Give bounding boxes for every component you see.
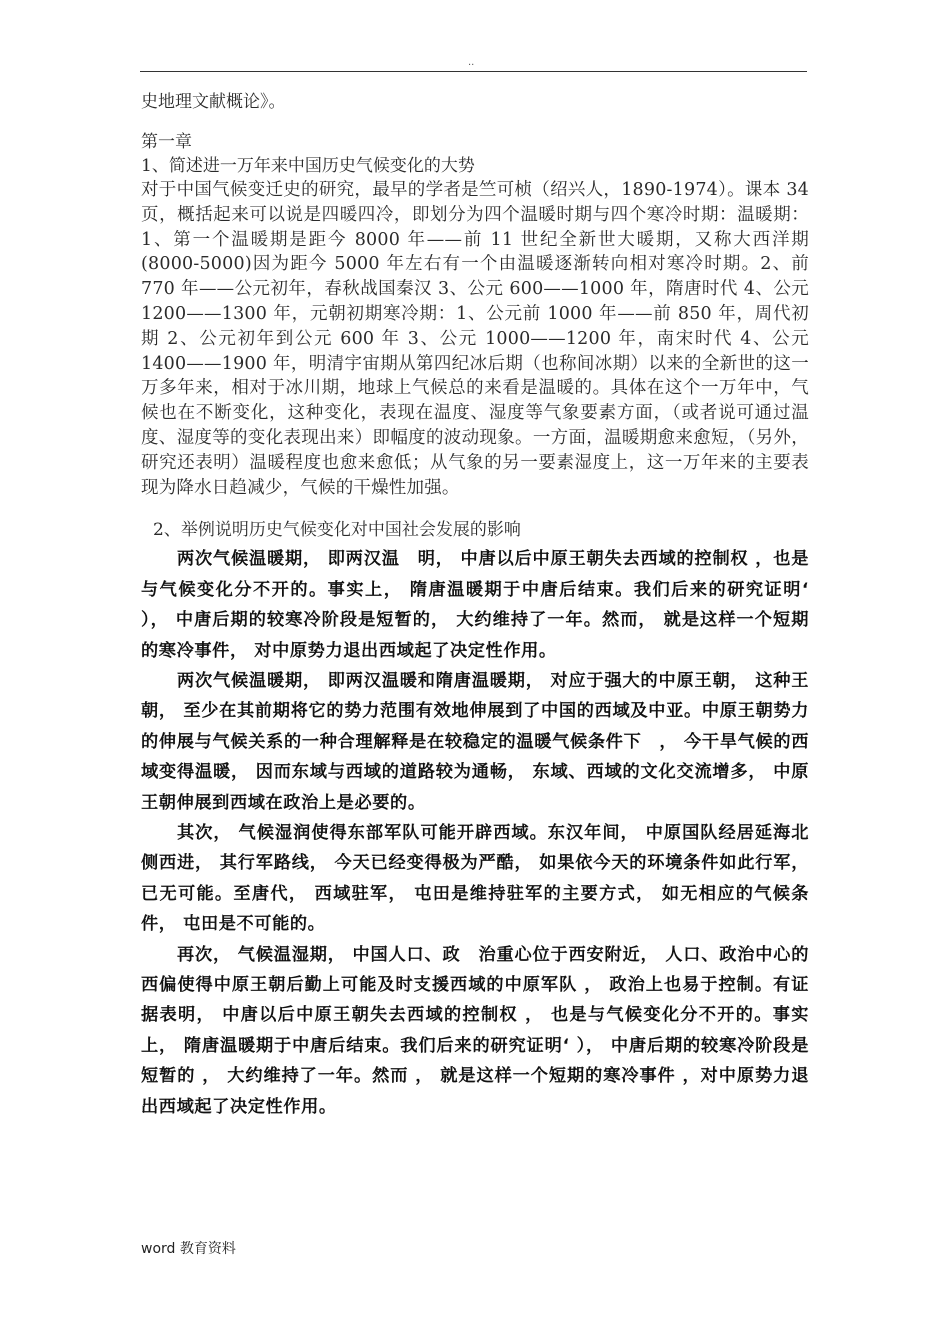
document-body [141, 92, 809, 1122]
opening-line: 史地理文献概论》。 [141, 92, 286, 112]
question-2-paragraph: 再次， 气候温湿期， 中国人口、政 治重心位于西安附近， 人口、政治中心的西偏使得中原王朝后勤上可能及时支援西域的中原军队 ， 政治上也易于控制。有证据表明， 中唐以后中原王朝失去西域的控制权 ， 也是与气候变化分不开的。事实上， 隋唐温暖期于中唐后结束。我们后来的研究证明‘ ）， 中唐后期的较寒冷阶段是短暂的 ， 大约维持了一年。然而 ， 就是这样一个短期的寒冷事件 ，对中原势力退出西域起了决定性作用。 [141, 944, 809, 1117]
header-rule [140, 71, 807, 72]
question-2-title: 2、举例说明历史气候变化对中国社会发展的影响 [153, 520, 521, 541]
question-1-paragraph: 对于中国气候变迁史的研究，最早的学者是竺可桢（绍兴人，1890-1974）。课本 34 页，概括起来可以说是四暖四冷，即划分为四个温暖时期与四个寒冷时期：温暖期：1、第一个温暖期是距今 8000 年——前 11 世纪全新世大暖期，又称大西洋期(8000-5000)因为距今 5000 年左右有一个由温暖逐渐转向相对寒冷时期。2、前 770 年——公元初年，春秋战国秦汉 3、公元 600——1000 年，隋唐时代 4、公元 1200——1300 年，元朝初期寒冷期：1、公元前 1000 年——前 850 年，周代初期 2、公元初年到公元 600 年 3、公元 1000——1200 年，南宋时代 4、公元 1400——1900 年，明清宇宙期从第四纪冰后期（也称间冰期）以来的全新世的这一万多年来，相对于冰川期，地球上气候总的来看是温暖的。具体在这个一万年中，气候也在不断变化，这种变化，表现在温度、湿度等气象要素方面，（或者说可通过温度、湿度等的变化表现出来）即幅度的波动现象。一方面，温暖期愈来愈短，（另外，研究还表明）温暖程度也愈来愈低；从气象的另一要素湿度上，这一万年来的主要表现为降水日趋减少，气候的干燥性加强。 [141, 180, 809, 498]
question-2-paragraph: 两次气候温暖期， 即两汉温暖和隋唐温暖期， 对应于强大的中原王朝， 这种王朝， 至少在其前期将它的势力范围有效地伸展到了中国的西域及中亚。中原王朝势力的伸展与气候关系的一种合理解释是在较稳定的温暖气候条件下 ， 今干旱气候的西域变得温暖， 因而东域与西域的道路较为通畅， 东域、西域的文化交流增多， 中原王朝伸展到西域在政治上是必要的。 [141, 670, 809, 813]
header-mark: .. [468, 57, 475, 68]
footer-label: word 教育资料 [141, 1241, 236, 1257]
chapter-title: 第一章 [141, 132, 192, 152]
question-2-paragraph: 其次， 气候湿润使得东部军队可能开辟西域。东汉年间， 中原国队经居延海北侧西进， 其行军路线， 今天已经变得极为严酷， 如果依今天的环境条件如此行军， 已无可能。至唐代， 西域驻军， 屯田是维持驻军的主要方式， 如无相应的气候条件， 屯田是不可能的。 [141, 823, 809, 935]
question-1-title: 1、简述进一万年来中国历史气候变化的大势 [141, 156, 475, 176]
question-2-paragraph: 两次气候温暖期， 即两汉温 明， 中唐以后中原王朝失去西域的控制权 ，也是与气候变化分不开的。事实上， 隋唐温暖期于中唐后结束。我们后来的研究证明‘ ）， 中唐后期的较寒冷阶段是短暂的， 大约维持了一年。然而， 就是这样一个短期的寒冷事件， 对中原势力退出西域起了决定性作用。 [141, 549, 809, 661]
